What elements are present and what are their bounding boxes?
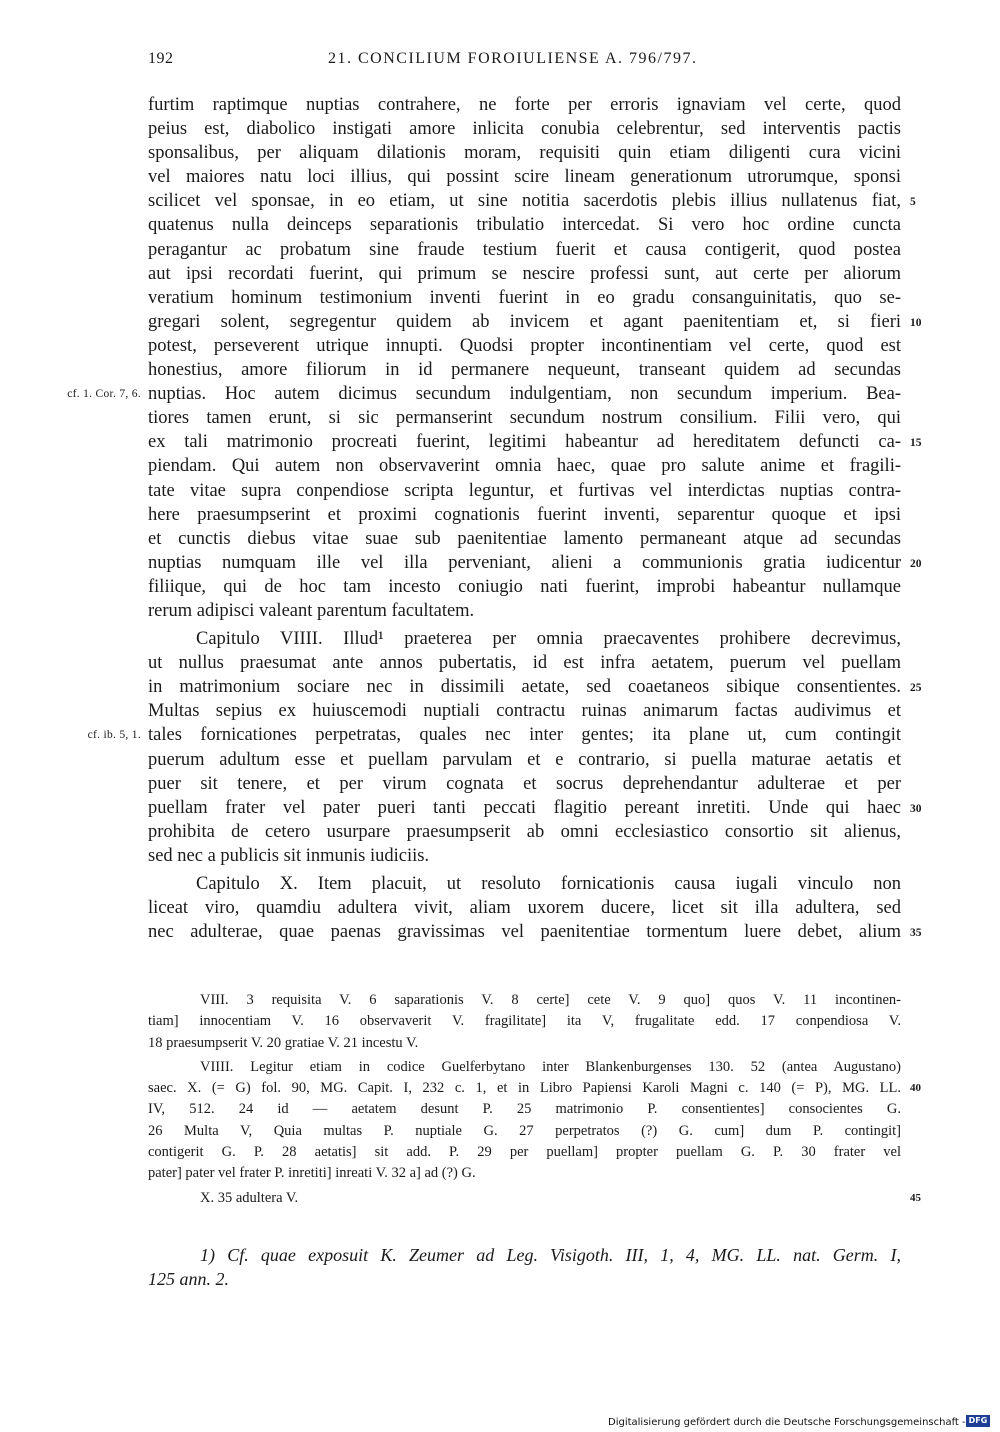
body-line [148,699,901,723]
body-line [148,551,922,575]
margin-citation: cf. 1. Cor. 7, 6. [67,388,141,401]
body-line [148,213,901,237]
apparatus-line-text: pater] pater vel frater P. inretiti] inreati V. 32 a] ad (?) G. [148,1165,476,1182]
body-line [148,406,901,430]
body-line [148,772,901,796]
body-line [148,503,901,527]
apparatus-line-text: VIIII. Legitur etiam in codice Guelferbytano inter Blankenburgenses 130. 52 (antea Augustano) [200,1058,901,1075]
body-line [148,820,901,844]
apparatus-line [148,1142,901,1163]
body-line [148,920,922,944]
body-line-text: nec adulterae, quae paenas gravissimas vel paenitentiae tormentum luere debet, alium [148,922,901,943]
body-line-text: veratium hominum testimonium inventi fuerint in eo gradu consanguinitatis, quo se- [148,287,901,308]
body-line-text: puellam frater vel pater pueri tanti peccati flagitio pereant inretiti. Unde qui haec [148,797,901,818]
digitization-credit: Digitalisierung gefördert durch die Deutsche Forschungsgemeinschaft - [608,1417,966,1428]
body-line [148,575,901,599]
apparatus-line-text: X. 35 adultera V. [200,1189,299,1206]
running-header [148,50,901,72]
line-number: 45 [910,1191,921,1204]
body-line [148,627,901,651]
body-line-text: piendam. Qui autem non observaverint omnia haec, quae pro salute anime et fragili- [148,456,901,477]
body-line-text: in matrimonium sociare nec in dissimili aetate, sed coaetaneos sibique consentientes. [148,677,901,698]
body-line-text: puerum adultum esse et puellam parvulam et e contrario, si puella maturae aetatis et [148,749,901,770]
line-number: 15 [910,437,922,450]
footnote-line [148,1243,901,1267]
line-number: 10 [910,316,922,329]
body-line [67,382,901,406]
dfg-logo: DFG [966,1415,990,1427]
apparatus-line [148,1121,901,1142]
apparatus-line [148,1188,921,1209]
footnote [148,1243,901,1291]
body-line-text: tales fornicationes perpetratas, quales nec inter gentes; ita plane ut, cum contingit [148,725,901,746]
body-line [148,93,901,117]
body-line-text: Capitulo X. Item placuit, ut resoluto fornicationis causa iugali vinculo non [196,874,901,894]
body-line [148,165,901,189]
body-line [148,189,916,213]
line-number: 5 [910,196,916,209]
body-line-text: aut ipsi recordati fuerint, qui primum se nescire professi sunt, aut certe per aliorum [148,263,901,284]
body-line [148,748,901,772]
apparatus-line [148,1057,901,1078]
footnote-line-text: 1) Cf. quae exposuit K. Zeumer ad Leg. Visigoth. III, 1, 4, MG. LL. nat. Germ. I, [200,1245,901,1265]
apparatus-line-text: 26 Multa V, Quia multas P. nuptiale G. 27 perpetratos (?) G. cum] dum P. contingit] [148,1122,901,1139]
body-line-text: prohibita de cetero usurpare praesumpserit ab omni ecclesiastico consortio sit alienus, [148,821,901,842]
apparatus-line-text: saec. X. (= G) fol. 90, MG. Capit. I, 232 c. 1, et in Libro Papiensi Karoli Magni c. 140 (= P), MG. LL. [148,1080,901,1097]
body-line-text: rerum adipisci valeant parentum facultatem. [148,600,475,621]
body-line-text: et cunctis diebus vitae suae sub paenitentiae lamento permaneant atque ad secundas [148,528,901,549]
body-line-text: liceat viro, quamdiu adultera vivit, aliam uxorem ducere, licet sit illa adultera, sed [148,898,901,919]
apparatus-line-text: tiam] innocentiam V. 16 observaverit V. fragilitate] ita V, frugalitate edd. 17 conpendiosa V. [148,1013,901,1030]
body-line-text: quatenus nulla deinceps separationis tribulatio intercedat. Si vero hoc ordine cuncta [148,215,901,236]
apparatus-line-text: contigerit G. P. 28 aetatis] sit add. P. 29 per puellam] propter puellam G. P. 30 frater vel [148,1144,901,1161]
body-line-text: ex tali matrimonio procreati fuerint, legitimi habeantur ad hereditatem defuncti ca- [148,432,901,453]
body-line [148,844,901,868]
apparatus-line [148,1099,901,1120]
apparatus-line [148,1033,901,1054]
apparatus-line [148,990,901,1011]
body-line-text: tate vitae supra conpendiose scripta leguntur, et furtivas vel interdictas nuptias contra- [148,480,901,501]
body-line [148,872,901,896]
body-line [148,651,901,675]
body-line [148,796,922,820]
body-line-text: ut nullus praesumat ante annos pubertatis, id est infra aetatem, puerum vel puellam [148,653,901,674]
body-line-text: puer sit tenere, et per virum cognata et socrus deprehendantur adulterae et per [148,773,901,794]
body-line-text: nuptias numquam ille vel illa perveniant, alieni a communionis gratia iudicentur [148,552,901,573]
body-line-text: sponsalibus, per aliquam dilationis moram, requisiti quin etiam diligenti cura vicini [148,143,901,164]
body-line-text: peius est, diabolico instigati amore inlicita conubia celebrentur, sed interventis pactis [148,119,901,140]
line-number: 30 [910,802,922,815]
body-line-text: here praesumpserint et proximi cognationis fuerint inventi, separentur quoque et ipsi [148,504,901,525]
apparatus-line [148,1011,901,1032]
body-line [148,238,901,262]
body-line [148,479,901,503]
body-line [148,675,922,699]
body-line-text: filiique, qui de hoc tam incesto coniugio nati fuerint, improbi habeantur nullamque [148,576,901,597]
body-line [148,141,901,165]
apparatus-line [148,1078,921,1099]
apparatus-line-text: VIII. 3 requisita V. 6 saparationis V. 8 certe] cete V. 9 quo] quos V. 11 incontinen- [200,992,901,1008]
apparatus-line-text: 18 praesumpserit V. 20 gratiae V. 21 incestu V. [148,1034,419,1051]
body-line [148,117,901,141]
body-line [87,723,901,747]
footnote-line [148,1267,901,1291]
main-text [67,93,922,944]
body-line [148,527,901,551]
margin-citation: cf. ib. 5, 1. [87,729,141,742]
body-line [148,599,901,623]
body-line [148,896,901,920]
body-line [148,334,901,358]
line-number: 40 [910,1082,921,1095]
body-line [148,286,901,310]
running-title: 21. CONCILIUM FOROIULIENSE A. 796/797. [328,50,698,67]
body-line [148,430,922,454]
body-line-text: nuptias. Hoc autem dicimus secundum indulgentiam, non secundum imperium. Bea- [148,384,901,405]
body-line-text: Capitulo VIIII. Illud¹ praeterea per omnia praecaventes prohibere decrevimus, [196,629,901,650]
body-line [148,310,922,334]
body-line [148,262,901,286]
line-number: 25 [910,682,922,695]
line-number: 35 [910,927,922,940]
body-line-text: vel maiores natu loci illius, qui possint scire lineam generationum utrorumque, sponsi [148,167,901,188]
page-number: 192 [148,50,174,67]
apparatus-line-text: IV, 512. 24 id — aetatem desunt P. 25 matrimonio P. consentientes] consocientes G. [148,1101,901,1118]
body-line [148,358,901,382]
apparatus-line [148,1163,901,1184]
critical-apparatus [148,990,921,1209]
body-line [148,454,901,478]
line-number: 20 [910,557,922,570]
body-line-text: gregari solent, segregentur quidem ab invicem et agant paenitentiam et, si fieri [148,311,901,332]
body-line-text: scilicet vel sponsae, in eo etiam, ut sine notitia sacerdotis plebis illius nullatenus fiat, [148,191,901,212]
body-line-text: Multas sepius ex huiuscemodi nuptiali contractu ruinas animarum factas audivimus et [148,701,901,722]
body-line-text: sed nec a publicis sit inmunis iudiciis. [148,845,430,866]
footnote-line-text: 125 ann. 2. [148,1269,229,1289]
body-line-text: furtim raptimque nuptias contrahere, ne forte per erroris ignaviam vel certe, quod [148,95,901,115]
body-line-text: peragantur ac probatum sine fraude testium fuerit et causa contigerit, quod postea [148,239,901,260]
body-line-text: tiores tamen erunt, si sic permanserint secundum nostrum consilium. Filii vero, qui [148,408,901,429]
body-line-text: honestius, amore filiorum in id permanere nequeunt, transeant quidem ad secundas [148,360,901,381]
body-line-text: potest, perseverent utrique innupti. Quodsi propter incontinentiam vel certe, quod est [148,335,901,356]
